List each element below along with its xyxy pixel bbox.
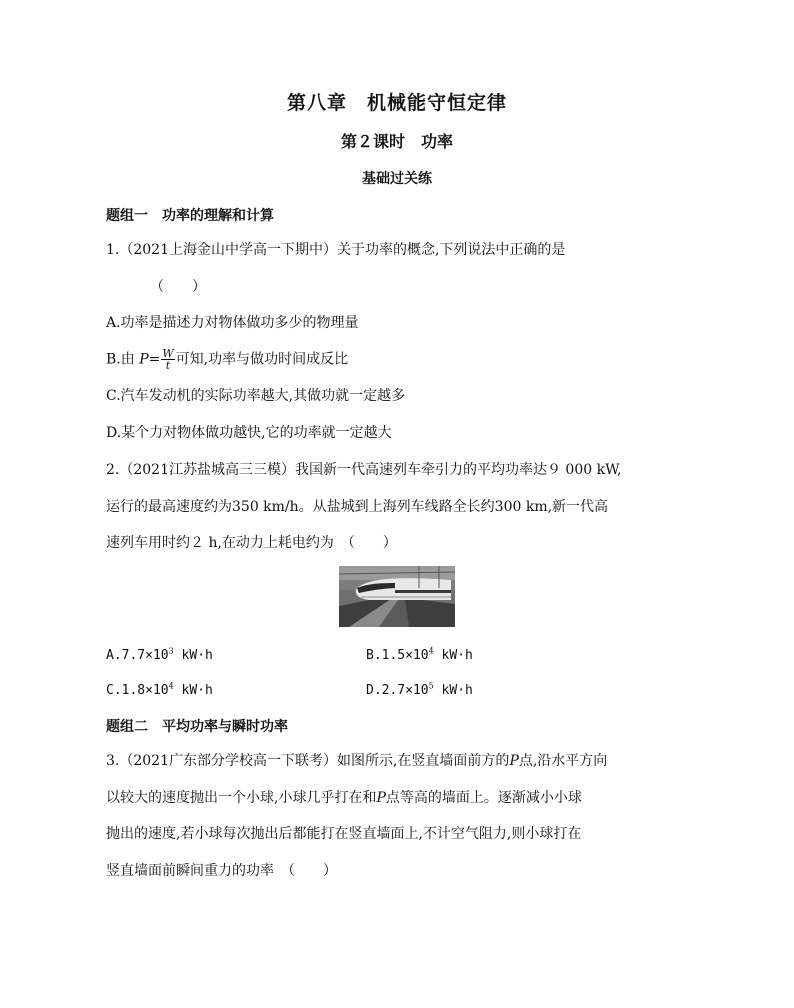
q3-line4: 竖直墙面前瞬间重力的功率 （ ） <box>106 863 337 879</box>
q1-option-b-suffix: 可知,功率与做功时间成反比 <box>175 351 349 368</box>
q1-option-b-prefix: B.由 <box>106 351 140 368</box>
q3-line1-pre: 3.（2021广东部分学校高一下联考）如图所示,在竖直墙面前方的 <box>106 753 510 769</box>
q2-option-c-unit: kW·h <box>173 683 213 698</box>
q2-option-d-base: D.2.7×10 <box>366 683 429 698</box>
group1-title: 题组一 功率的理解和计算 <box>106 208 274 224</box>
q2-option-a-base: A.7.7×10 <box>106 648 169 663</box>
q3-line2-post: 点等高的墙面上。逐渐减小小球 <box>385 790 582 806</box>
q1-option-a: A.功率是描述力对物体做功多少的物理量 <box>106 315 359 331</box>
q2-line2: 运行的最高速度约为350 km/h。从盐城到上海列车线路全长约300 km,新一代高 <box>106 499 609 515</box>
q3-line1 <box>106 751 607 771</box>
q2-option-a-unit: kW·h <box>173 648 213 663</box>
lesson-title: 第２课时 功率 <box>340 132 453 151</box>
fraction-denominator: t <box>165 359 171 372</box>
q3-line1-var: P <box>509 753 519 769</box>
q2-line3: 速列车用时约２ h,在动力上耗电约为 （ ） <box>106 535 397 551</box>
q1-option-b-var: P <box>139 351 149 368</box>
section-title: 基础过关练 <box>362 171 432 187</box>
q2-option-d <box>366 680 473 701</box>
q1-option-d: D.某个力对物体做功越快,它的功率就一定越大 <box>106 425 392 441</box>
q3-line2-var: P <box>376 790 386 806</box>
q2-option-a-exp: 3 <box>168 646 174 656</box>
train-photo <box>339 566 455 627</box>
q2-option-d-exp: 5 <box>428 681 434 691</box>
q2-option-c <box>106 680 213 701</box>
q1-option-b-eq: = <box>148 351 161 368</box>
q2-option-c-base: C.1.8×10 <box>106 683 169 698</box>
q2-option-b <box>366 645 473 666</box>
q1-option-c: C.汽车发动机的实际功率越大,其做功就一定越多 <box>106 388 406 404</box>
q1-answer-blank: （ ） <box>150 279 206 295</box>
group2-title: 题组二 平均功率与瞬时功率 <box>106 719 288 735</box>
q3-line3: 抛出的速度,若小球每次抛出后都能打在竖直墙面上,不计空气阻力,则小球打在 <box>106 826 582 842</box>
q2-option-a <box>106 645 213 666</box>
q2-line1: 2.（2021江苏盐城高三三模）我国新一代高速列车牵引力的平均功率达９ 000 kW, <box>106 462 622 478</box>
q2-option-b-exp: 4 <box>428 646 434 656</box>
q1-option-b <box>106 348 348 371</box>
q2-option-d-unit: kW·h <box>433 683 473 698</box>
q3-line2-pre: 以较大的速度抛出一个小球,小球几乎打在和 <box>106 790 377 806</box>
q2-option-c-exp: 4 <box>168 681 174 691</box>
q2-option-b-base: B.1.5×10 <box>366 648 429 663</box>
q1-option-b-fraction <box>161 348 174 371</box>
train-photo-image <box>339 566 455 627</box>
fraction-numerator: W <box>162 347 174 360</box>
chapter-title: 第八章 机械能守恒定律 <box>286 92 507 114</box>
q1-stem: 1.（2021上海金山中学高一下期中）关于功率的概念,下列说法中正确的是 <box>106 242 566 258</box>
q2-option-b-unit: kW·h <box>433 648 473 663</box>
q3-line1-post: 点,沿水平方向 <box>518 753 608 769</box>
q3-line2 <box>106 788 582 808</box>
